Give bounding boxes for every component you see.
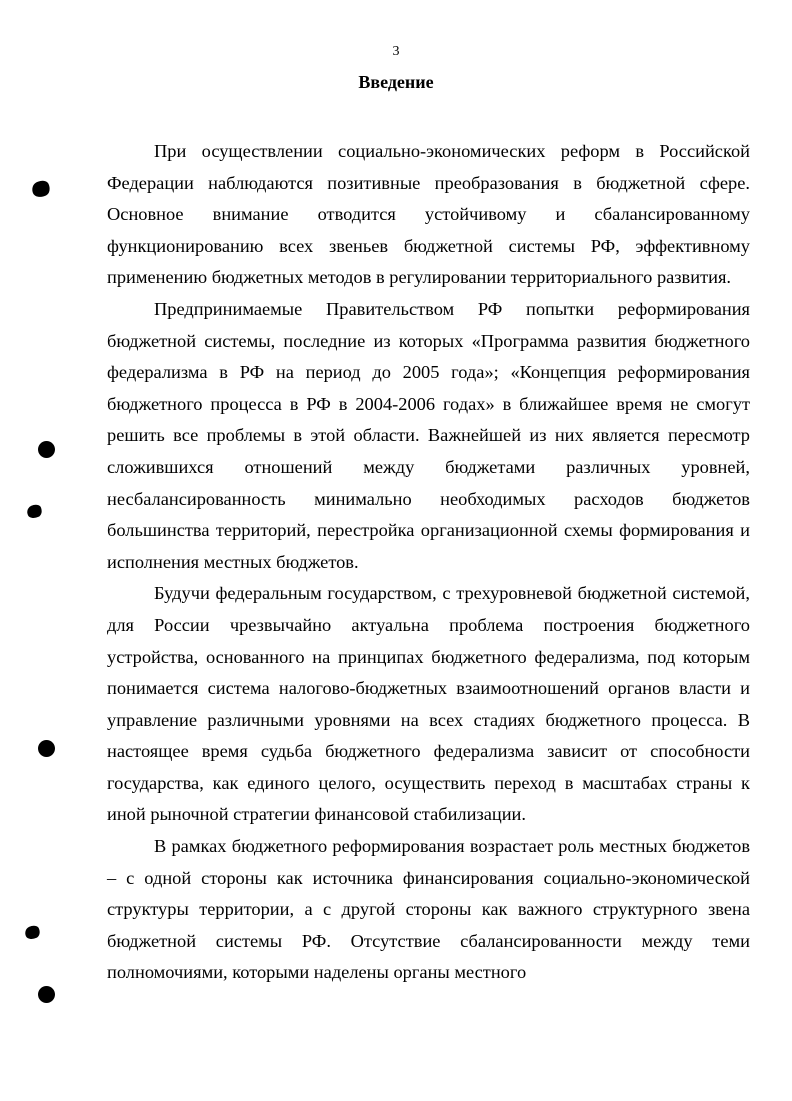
paragraph: Будучи федеральным государством, с трехуровневой бюджетной системой, для России чрезвычайно актуальна проблема построения бюджетного устройства, основанного на принципах бюджетного федерализма, под которым понимается система налогово-бюджетных взаимоотношений органов власти и управление различными уровнями на всех стадиях бюджетного процесса. В настоящее время судьба бюджетного федерализма зависит от способности государства, как единого целого, осуществить переход в масштабах страны к иной рыночной стратегии финансовой стабилизации. <box>107 583 750 825</box>
punch-hole-mark <box>38 441 55 458</box>
body-text <box>107 136 750 989</box>
paragraph: При осуществлении социально-экономических реформ в Российской Федерации наблюдаются позитивные преобразования в бюджетной сфере. Основное внимание отводится устойчивому и сбалансированному функционированию всех звеньев бюджетной системы РФ, эффективному применению бюджетных методов в регулировании территориального развития. <box>107 141 750 288</box>
punch-hole-mark <box>38 986 55 1003</box>
punch-hole-mark <box>38 740 55 757</box>
page-title: Введение <box>358 72 434 92</box>
paragraph: В рамках бюджетного реформирования возрастает роль местных бюджетов – с одной стороны как источника финансирования социально-экономической структуры территории, а с другой стороны как важного структурного звена бюджетной системы РФ. Отсутствие сбалансированности между теми полномочиями, которыми наделены органы местного <box>107 836 750 983</box>
punch-hole-mark <box>25 502 44 520</box>
paragraph: Предпринимаемые Правительством РФ попытки реформирования бюджетной системы, последние из которых «Программа развития бюджетного федерализма в РФ на период до 2005 года»; «Концепция реформирования бюджетного процесса в РФ в 2004-2006 годах» в ближайшее время не смогут решить все проблемы в этой области. Важнейшей из них является пересмотр сложившихся отношений между бюджетами различных уровней, несбалансированность минимально необходимых расходов бюджетов большинства территорий, перестройка организационной схемы формирования и исполнения местных бюджетов. <box>107 298 750 572</box>
punch-hole-mark <box>29 178 52 200</box>
page-number: 3 <box>392 44 400 59</box>
punch-hole-mark <box>23 923 42 941</box>
